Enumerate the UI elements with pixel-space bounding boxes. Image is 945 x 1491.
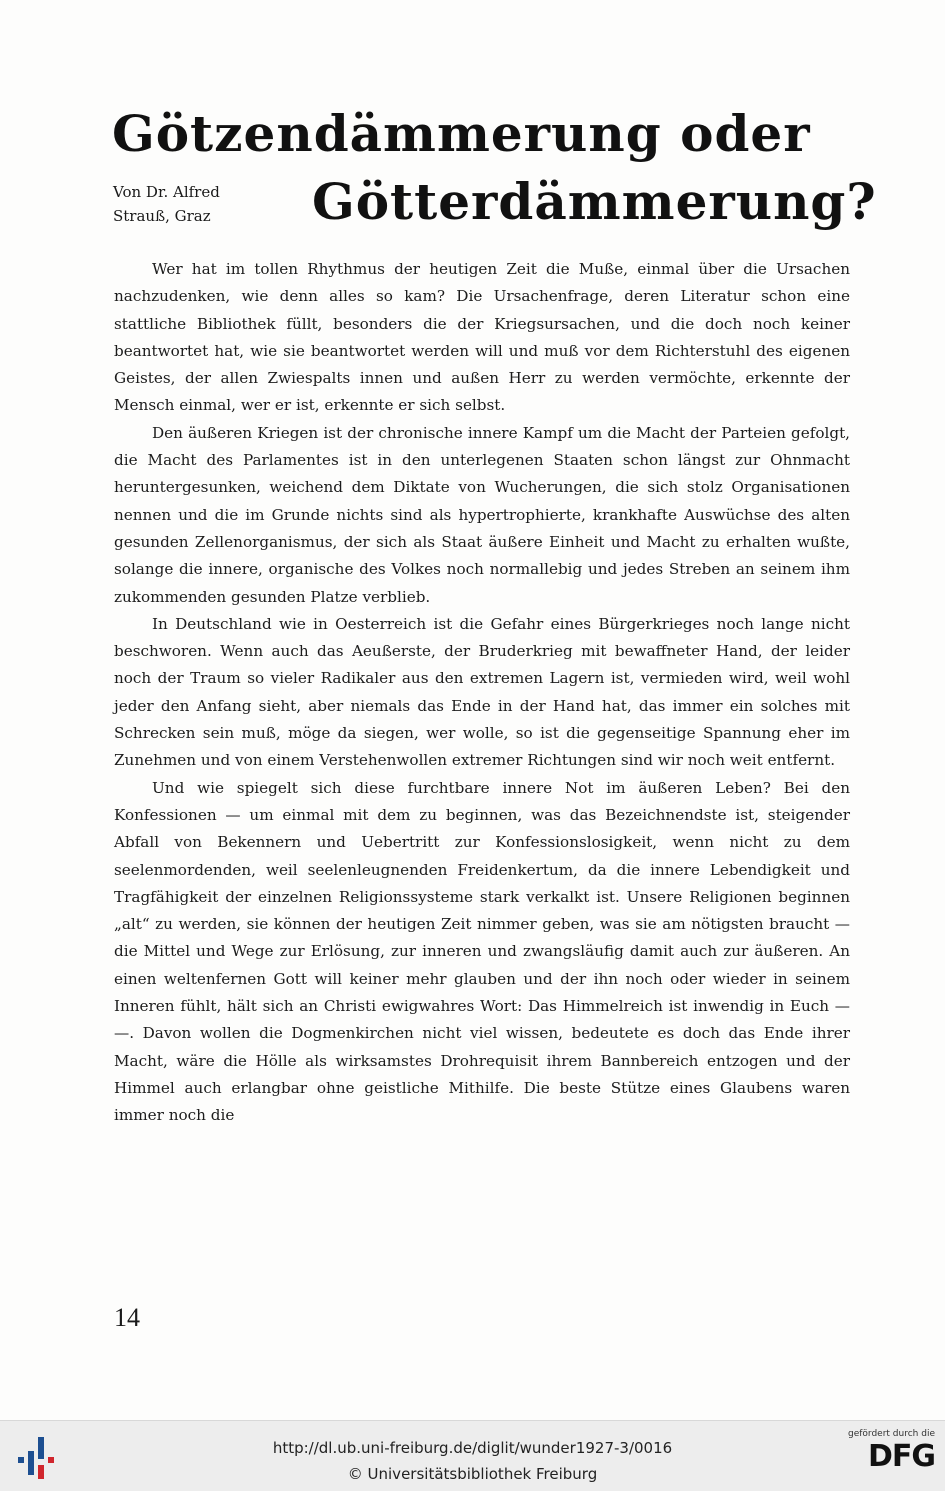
dfg-logo[interactable] bbox=[835, 1429, 935, 1485]
footer-url-link[interactable]: http://dl.ub.uni-freiburg.de/diglit/wunder1927-3/0016 bbox=[272, 1439, 673, 1457]
footer-copyright: © Universitätsbibliothek Freiburg bbox=[347, 1465, 598, 1483]
byline-line2: Strauß, Graz bbox=[113, 207, 211, 225]
viewer-footer bbox=[0, 1420, 945, 1491]
dfg-caption: gefördert durch die bbox=[848, 1429, 935, 1439]
article-title-line2: Götterdämmerung? bbox=[312, 172, 877, 231]
dfg-logo-text: DFG bbox=[867, 1439, 935, 1474]
paragraph: Den äußeren Kriegen ist der chronische innere Kampf um die Macht der Parteien gefolgt, die Macht des Parlamentes ist in den unterlegenen Staaten schon längst zur Ohnmacht heruntergesunken, weichend dem Diktate von Wucherungen, die sich stolz Organisationen nennen und die im Grunde nichts sind als hypertrophierte, krankhafte Auswüchse des alten gesunden Zellenorganismus, der sich als Staat äußere Einheit und Macht zu erhalten wußte, solange die innere, organische des Volkes noch normallebig und jedes Streben an seinem ihm zukommenden gesunden Platze verblieb. bbox=[114, 423, 850, 606]
paragraph: Und wie spiegelt sich diese furchtbare innere Not im äußeren Leben? Bei den Konfessionen — um einmal mit dem zu beginnen, was das Bezeichnendste ist, steigender Abfall von Bekennern und Uebertritt zur Konfessionslosigkeit, wenn nicht zu dem seelenmordenden, weil seelenleugnenden Freidenkertum, da die innere Lebendigkeit und Tragfähigkeit der einzelnen Religionssysteme stark verkalkt ist. Unsere Religionen beginnen „alt“ zu werden, sie können der heutigen Zeit nimmer geben, was sie am nötigsten braucht — die Mittel und Wege zur Erlösung, zur inneren und zwangsläufig damit auch zur äußeren. An einen weltenfernen Gott will keiner mehr glauben und der ihn noch oder wieder in seinem Inneren fühlt, hält sich an Christi ewigwahres Wort: Das Himmelreich ist inwendig in Euch — —. Davon wollen die Dogmenkirchen nicht viel wissen, bedeutete es doch das Ende ihrer Macht, wäre die Hölle als wirksamstes Drohrequisit ihrem Bannbereich entzogen und der Himmel auch erlangbar ohne geistliche Mithilfe. Die beste Stütze eines Glaubens waren immer noch die bbox=[114, 778, 850, 1125]
page-number: 14 bbox=[114, 1303, 140, 1332]
paragraph: In Deutschland wie in Oesterreich ist die Gefahr eines Bürgerkrieges noch lange nicht beschworen. Wenn auch das Aeußerste, der Bruderkrieg mit bewaffneter Hand, der leider noch der Traum so vieler Radikaler aus den extremen Lagern ist, vermieden wird, weil wohl jeder den Anfang sieht, aber niemals das Ende in der Hand hat, das immer ein solches mit Schrecken sein muß, möge da siegen, wer wolle, so ist die gegenseitige Spannung eher im Zunehmen und von einem Verstehenwollen extremer Richtungen sind wir noch weit entfernt. bbox=[114, 614, 850, 770]
byline-line1: Von Dr. Alfred bbox=[113, 183, 220, 201]
article-title-line1: Götzendämmerung oder bbox=[112, 104, 811, 163]
byline bbox=[113, 180, 303, 228]
paragraph: Wer hat im tollen Rhythmus der heutigen Zeit die Muße, einmal über die Ursachen nachzudenken, wie denn alles so kam? Die Ursachenfrage, deren Literatur schon eine stattliche Bibliothek füllt, besonders die der Kriegsursachen, und die doch noch keiner beantwortet hat, wie sie beantwortet werden will und muß vor dem Richterstuhl des eigenen Geistes, der allen Zwiespalts innen und außen Herr zu werden vermöchte, erkennte der Mensch einmal, wer er ist, erkennte er sich selbst. bbox=[114, 260, 850, 415]
article-body bbox=[114, 256, 850, 1130]
